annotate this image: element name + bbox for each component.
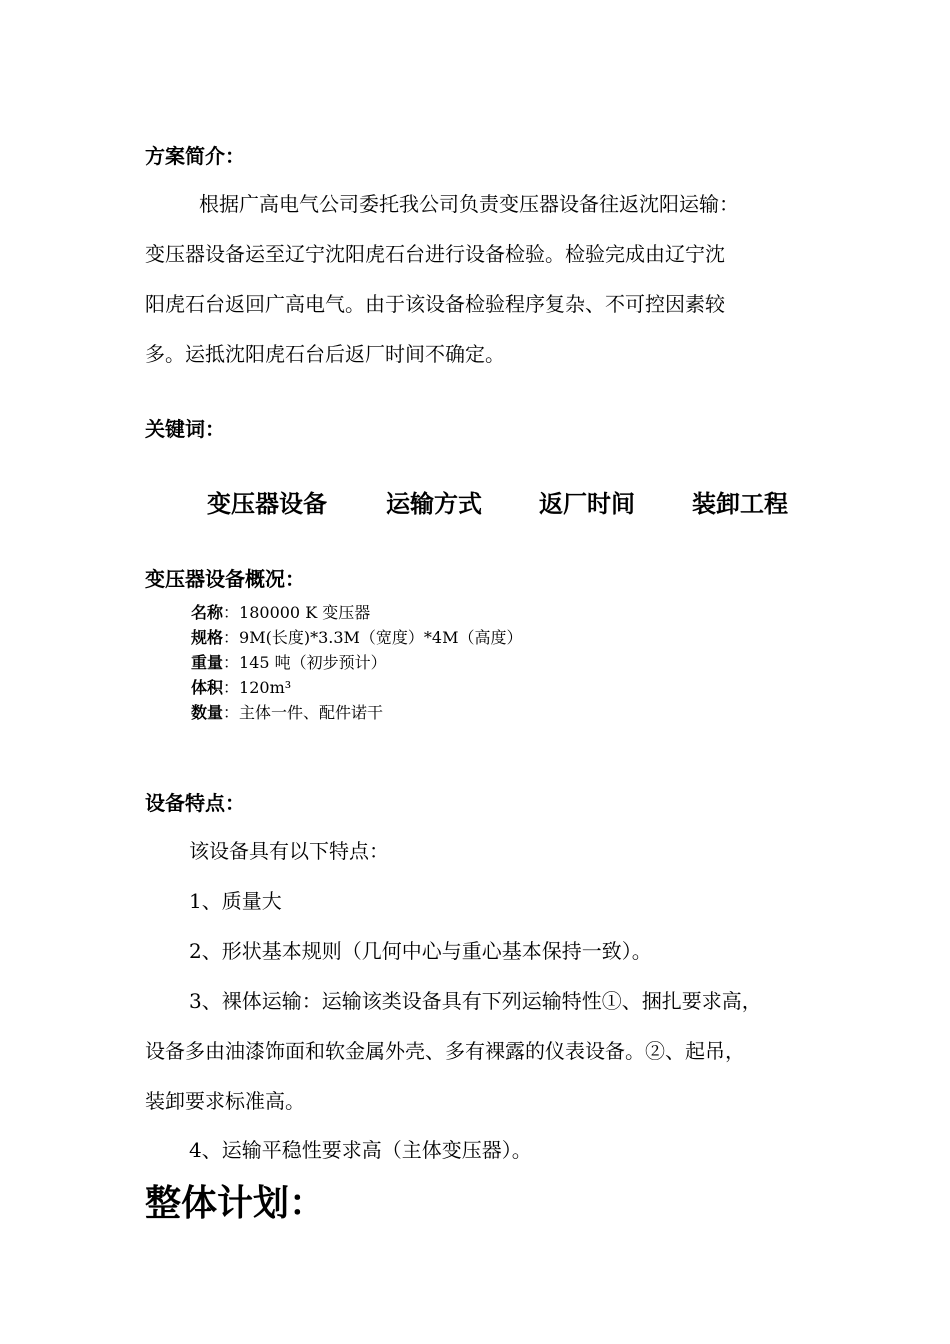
keyword-item: 返厂时间 (539, 489, 635, 518)
intro-line-1: 根据广高电气公司委托我公司负责变压器设备往返沈阳运输： (199, 192, 739, 216)
spec-row (191, 700, 383, 723)
keywords-heading: 关键词： (145, 417, 225, 441)
spec-sep: ： (223, 678, 240, 697)
keyword-item: 装卸工程 (692, 489, 788, 518)
spec-label: 名称 (191, 603, 224, 622)
spec-sep: ： (223, 653, 240, 672)
spec-sep: ： (223, 703, 240, 722)
spec-label: 规格 (191, 628, 224, 647)
features-line: 3、裸体运输：运输该类设备具有下列运输特性①、捆扎要求高， (189, 989, 762, 1013)
features-line: 1、质量大 (189, 889, 282, 913)
plan-heading: 整体计划： (145, 1182, 326, 1224)
spec-label: 体积 (191, 678, 224, 697)
features-line: 设备多由油漆饰面和软金属外壳、多有裸露的仪表设备。②、起吊， (145, 1039, 745, 1063)
features-line: 2、形状基本规则（几何中心与重心基本保持一致）。 (189, 939, 652, 963)
spec-value: 主体一件、配件诺干 (239, 703, 384, 722)
intro-line-2: 变压器设备运至辽宁沈阳虎石台进行设备检验。检验完成由辽宁沈 (145, 242, 725, 266)
keyword-item: 运输方式 (386, 489, 482, 518)
features-line: 4、运输平稳性要求高（主体变压器）。 (189, 1138, 532, 1162)
overview-heading: 变压器设备概况： (145, 567, 305, 591)
spec-label: 数量 (191, 703, 224, 722)
intro-line-4: 多。运抵沈阳虎石台后返厂时间不确定。 (145, 342, 505, 366)
spec-row (191, 650, 387, 673)
intro-heading: 方案简介： (145, 144, 245, 168)
features-line: 装卸要求标准高。 (145, 1089, 305, 1113)
spec-row (191, 600, 370, 623)
spec-value: 9M(长度)*3.3M（宽度）*4M（高度） (239, 628, 523, 647)
spec-row (191, 625, 522, 648)
spec-sep: ： (223, 628, 240, 647)
spec-value: 120m³ (239, 678, 292, 697)
features-heading: 设备特点： (145, 791, 245, 815)
spec-value: 145 吨（初步预计） (239, 653, 387, 672)
spec-sep: ： (223, 603, 240, 622)
spec-row (191, 675, 291, 698)
spec-value: 180000 K 变压器 (239, 603, 371, 622)
spec-label: 重量 (191, 653, 224, 672)
intro-line-3: 阳虎石台返回广高电气。由于该设备检验程序复杂、不可控因素较 (145, 292, 725, 316)
features-line: 该设备具有以下特点： (189, 839, 389, 863)
keyword-item: 变压器设备 (207, 489, 327, 518)
